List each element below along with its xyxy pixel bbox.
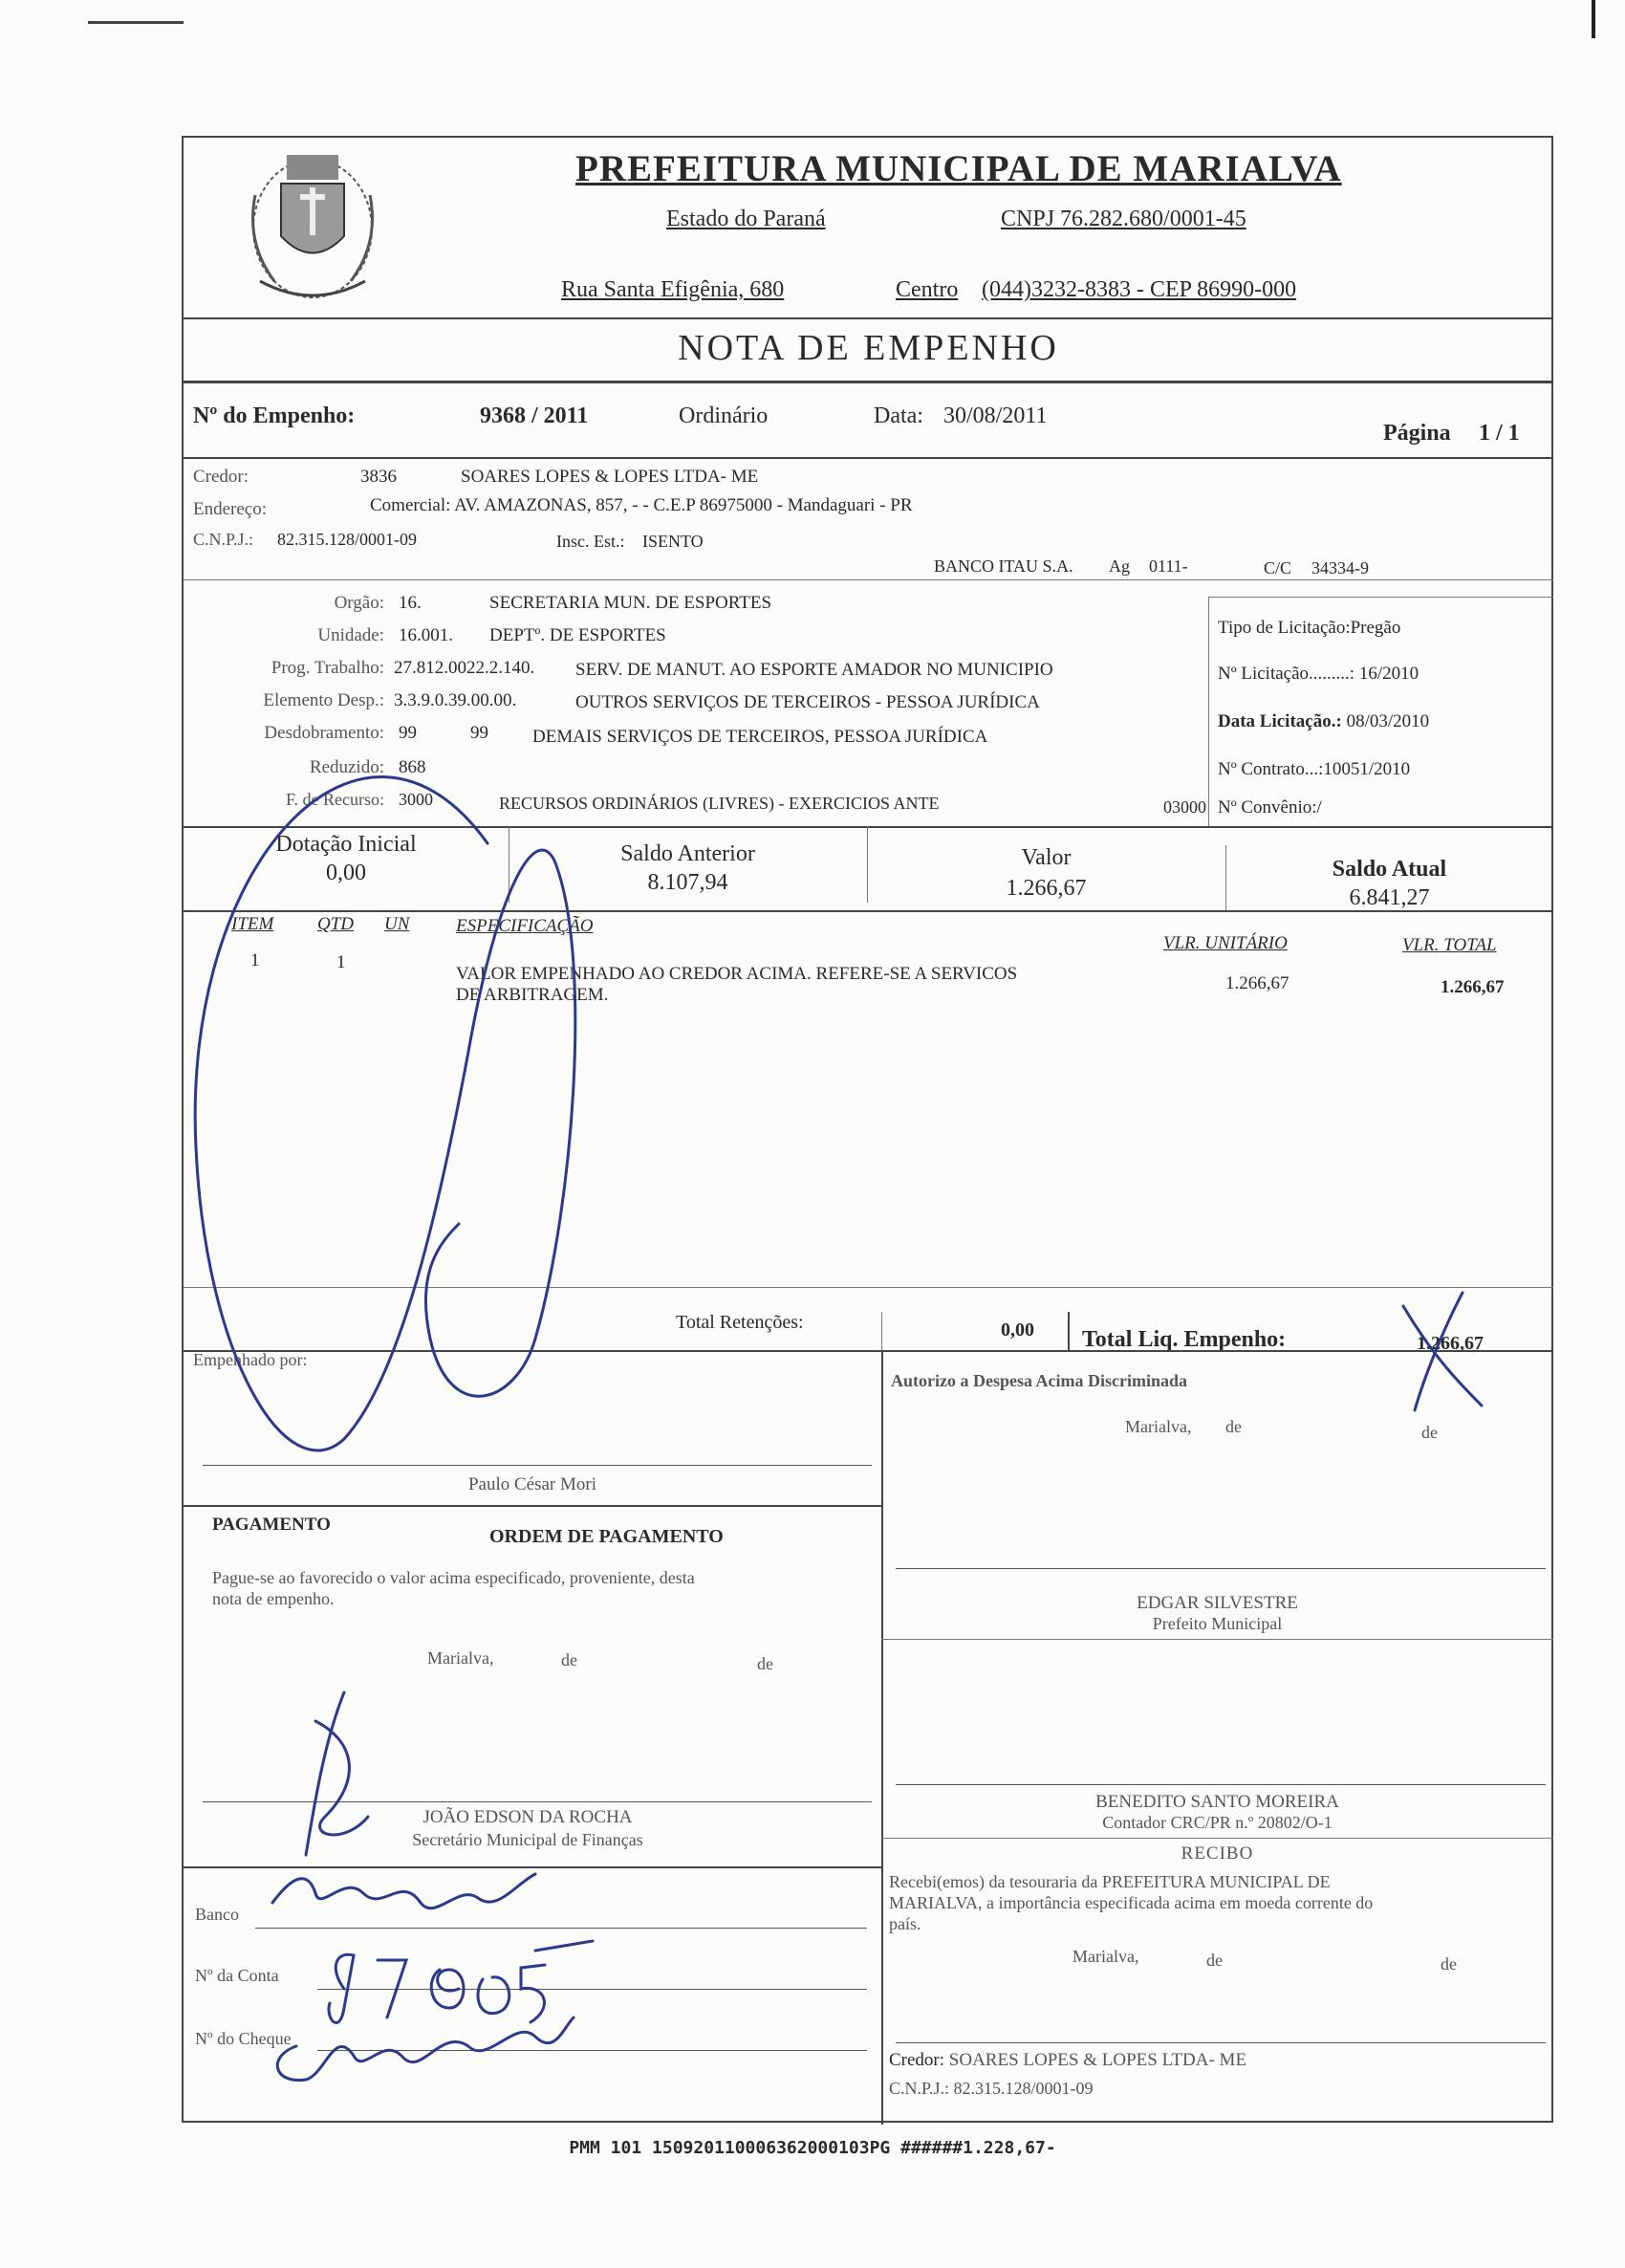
header-state: Estado do Paraná xyxy=(666,207,826,231)
autorizo-de-1: de xyxy=(1225,1417,1242,1436)
reduzido: 868 xyxy=(399,757,426,777)
item-number: 1 xyxy=(250,950,260,970)
item-total: 1.266,67 xyxy=(1441,977,1505,997)
contador-role: Contador CRC/PR n.º 20802/O-1 xyxy=(1102,1813,1332,1832)
autorizo-de-2: de xyxy=(1421,1423,1438,1442)
unidade: DEPTº. DE ESPORTES xyxy=(489,625,666,645)
col-qtd: QTD xyxy=(317,914,355,934)
credor-label: Credor: xyxy=(193,467,249,487)
autorizo-city: Marialva, xyxy=(1125,1417,1192,1436)
total-liq-value: 1.266,67 xyxy=(1417,1333,1484,1354)
cnpj-label: C.N.P.J.: xyxy=(193,530,254,549)
contrato: Nº Contrato...:10051/2010 xyxy=(1218,759,1411,779)
valor-value: 1.266,67 xyxy=(1006,876,1087,901)
empenho-type: Ordinário xyxy=(679,403,769,428)
col-vlr-total: VLR. TOTAL xyxy=(1402,935,1497,955)
cnpj: 82.315.128/0001-09 xyxy=(277,530,417,549)
endereco-label: Endereço: xyxy=(193,499,268,519)
cc: 34334-9 xyxy=(1311,558,1369,578)
recibo-credor: Credor: SOARES LOPES & LOPES LTDA- ME xyxy=(889,2050,1247,2070)
dotacao-value: 0,00 xyxy=(326,861,366,885)
empenho-date-label: Data: xyxy=(874,403,923,428)
recibo-de-2: de xyxy=(1441,1954,1457,1974)
endereco: Comercial: AV. AMAZONAS, 857, - - C.E.P 86975000 - Mandaguari - PR xyxy=(370,495,913,515)
header-district: Centro xyxy=(896,277,959,302)
prefeito-name: EDGAR SILVESTRE xyxy=(1137,1593,1298,1613)
header-title: PREFEITURA MUNICIPAL DE MARIALVA xyxy=(575,148,1342,189)
credor-name: SOARES LOPES & LOPES LTDA- ME xyxy=(461,467,759,487)
item-desc-2: DE ARBITRAGEM. xyxy=(456,985,609,1005)
saldo-atual-value: 6.841,27 xyxy=(1349,885,1430,910)
doc-title: NOTA DE EMPENHO xyxy=(678,328,1059,368)
cc-label: C/C xyxy=(1264,558,1292,578)
unidade-code: 16.001. xyxy=(399,625,453,645)
prefeito-role: Prefeito Municipal xyxy=(1152,1614,1283,1633)
unidade-label: Unidade: xyxy=(317,625,384,645)
pagamento-text-1: Pague-se ao favorecido o valor acima especificado, proveniente, desta xyxy=(212,1568,695,1587)
col-un: UN xyxy=(384,914,410,934)
orgao: SECRETARIA MUN. DE ESPORTES xyxy=(489,593,772,613)
total-retencoes-label: Total Retenções: xyxy=(676,1312,804,1333)
header-address: Rua Santa Efigênia, 680 xyxy=(561,277,785,302)
banco-label: Banco xyxy=(195,1905,239,1924)
recurso: RECURSOS ORDINÁRIOS (LIVRES) - EXERCICIOS ANTE xyxy=(499,794,940,813)
item-desc-1: VALOR EMPENHADO AO CREDOR ACIMA. REFERE-SE A SERVICOS xyxy=(456,964,1018,984)
empenho-label: Nº do Empenho: xyxy=(193,403,356,428)
desd: DEMAIS SERVIÇOS DE TERCEIROS, PESSOA JURÍDICA xyxy=(532,727,988,747)
secretario-role: Secretário Municipal de Finanças xyxy=(412,1830,643,1849)
page-number: 1 / 1 xyxy=(1479,421,1520,446)
recurso-code2: 03000 xyxy=(1163,797,1206,817)
orgao-code: 16. xyxy=(399,593,422,613)
saldo-atual-label: Saldo Atual xyxy=(1332,857,1447,882)
empenho-number: 9368 / 2011 xyxy=(480,403,589,428)
recibo-de-1: de xyxy=(1206,1951,1223,1970)
ag: 0111- xyxy=(1149,556,1188,576)
footer-code: PMM 101 150920110006362000103PG ######1.228,67- xyxy=(569,2138,1056,2158)
elem: OUTROS SERVIÇOS DE TERCEIROS - PESSOA JURÍDICA xyxy=(575,692,1040,712)
dotacao-label: Dotação Inicial xyxy=(275,832,417,857)
saldo-anterior-value: 8.107,94 xyxy=(647,870,728,895)
empenhado-name: Paulo César Mori xyxy=(467,1474,597,1494)
pagamento-de-2: de xyxy=(757,1654,773,1673)
conta-label: Nº da Conta xyxy=(195,1966,279,1985)
empenhado-por: Empenhado por: xyxy=(193,1350,308,1369)
item-unit: 1.266,67 xyxy=(1225,973,1289,993)
page-label: Página xyxy=(1383,421,1451,446)
ag-label: Ag xyxy=(1109,556,1130,576)
banco: BANCO ITAU S.A. xyxy=(934,556,1073,576)
convenio: Nº Convênio:/ xyxy=(1218,797,1322,818)
empenho-date: 30/08/2011 xyxy=(943,403,1048,428)
credor-code: 3836 xyxy=(360,467,397,487)
desd-code2: 99 xyxy=(470,723,488,743)
desd-code1: 99 xyxy=(399,723,417,743)
pagamento-city: Marialva, xyxy=(427,1648,494,1668)
tipo-licitacao-label: Tipo de Licitação:Pregão xyxy=(1218,618,1401,638)
data-licitacao: Data Licitação.: 08/03/2010 xyxy=(1218,711,1430,731)
col-vlr-unitario: VLR. UNITÁRIO xyxy=(1163,933,1288,953)
recibo-city: Marialva, xyxy=(1072,1947,1139,1966)
total-retencoes-value: 0,00 xyxy=(1001,1319,1034,1341)
item-qtd: 1 xyxy=(336,952,346,972)
header-cnpj: CNPJ 76.282.680/0001-45 xyxy=(1001,207,1246,231)
num-licitacao: Nº Licitação.........: 16/2010 xyxy=(1218,664,1419,684)
prog-label: Prog. Trabalho: xyxy=(271,658,384,678)
autorizo: Autorizo a Despesa Acima Discriminada xyxy=(891,1371,1187,1390)
recibo-text-2: MARIALVA, a importância especificada acima em moeda corrente do xyxy=(889,1893,1374,1912)
col-especificacao: ESPECIFICAÇÃO xyxy=(456,916,594,936)
recibo-cnpj: C.N.P.J.: 82.315.128/0001-09 xyxy=(889,2079,1094,2098)
pagamento-de-1: de xyxy=(561,1650,577,1669)
recibo-text-1: Recebi(emos) da tesouraria da PREFEITURA MUNICIPAL DE xyxy=(889,1872,1331,1891)
saldo-anterior-label: Saldo Anterior xyxy=(620,841,755,866)
prog-code: 27.812.0022.2.140. xyxy=(394,658,535,678)
recibo-label: RECIBO xyxy=(1181,1843,1254,1864)
recibo-text-3: país. xyxy=(889,1914,921,1933)
elem-code: 3.3.9.0.39.00.00. xyxy=(394,690,517,710)
orgao-label: Orgão: xyxy=(334,593,384,613)
insc: ISENTO xyxy=(642,532,704,551)
header-phone-cep: (044)3232-8383 - CEP 86990-000 xyxy=(982,277,1297,302)
recurso-label: F. de Recurso: xyxy=(285,790,384,809)
contador-name: BENEDITO SANTO MOREIRA xyxy=(1095,1792,1339,1812)
insc-label: Insc. Est.: xyxy=(556,532,625,551)
col-item: ITEM xyxy=(231,914,274,934)
cheque-label: Nº do Cheque xyxy=(195,2029,292,2048)
reduzido-label: Reduzido: xyxy=(309,757,384,777)
recurso-code: 3000 xyxy=(399,790,433,809)
ordem-pagamento: ORDEM DE PAGAMENTO xyxy=(489,1526,724,1547)
pagamento-text-2: nota de empenho. xyxy=(212,1589,335,1608)
valor-label: Valor xyxy=(1021,845,1072,870)
total-liq-label: Total Liq. Empenho: xyxy=(1082,1327,1287,1352)
desd-label: Desdobramento: xyxy=(264,723,384,743)
pagamento-label: PAGAMENTO xyxy=(212,1515,331,1535)
prog: SERV. DE MANUT. AO ESPORTE AMADOR NO MUNICIPIO xyxy=(575,660,1053,680)
secretario-name: JOÃO EDSON DA ROCHA xyxy=(422,1807,633,1827)
elem-label: Elemento Desp.: xyxy=(263,690,384,710)
